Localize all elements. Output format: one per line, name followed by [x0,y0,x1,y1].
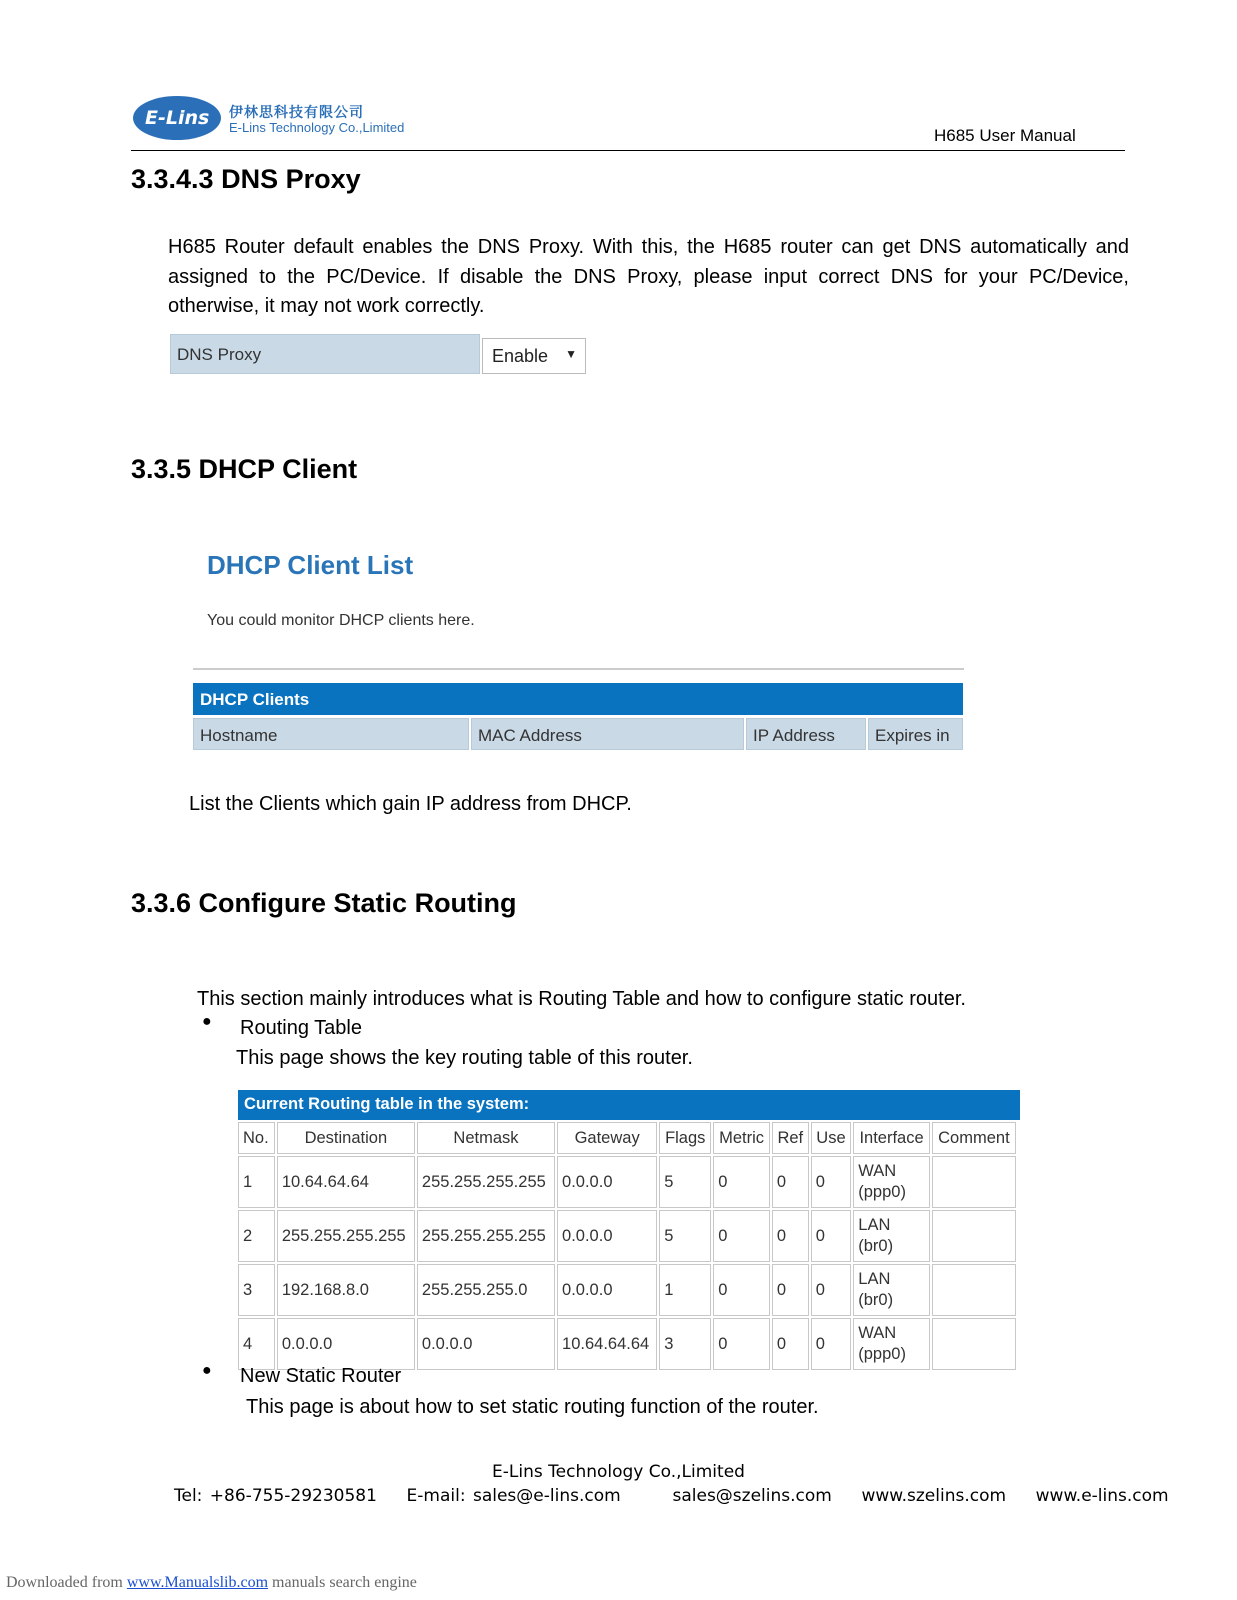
table-cell: 0 [772,1210,809,1262]
table-cell: 192.168.8.0 [277,1264,415,1316]
routing-table [236,1120,1018,1372]
section-heading-dhcp-client: 3.3.5 DHCP Client [131,454,358,484]
dhcp-col-label: IP Address [753,726,835,745]
table-row [238,1156,1016,1208]
col-flags: Flags [659,1122,711,1154]
table-cell: 255.255.255.255 [417,1156,555,1208]
table-row [238,1264,1016,1316]
col-use: Use [811,1122,852,1154]
table-cell: 0 [811,1318,852,1370]
dns-proxy-select[interactable] [482,338,586,374]
dhcp-list-description: You could monitor DHCP clients here. [207,612,475,629]
table-cell: 5 [659,1156,711,1208]
table-cell: 0.0.0.0 [417,1318,555,1370]
download-notice [6,1574,417,1592]
dhcp-col-label: MAC Address [478,726,582,745]
company-logo [133,96,221,140]
dhcp-table-title: DHCP Clients [200,690,310,709]
table-cell: LAN (br0) [853,1264,930,1316]
table-cell: 0 [811,1156,852,1208]
table-cell: 0 [772,1156,809,1208]
table-cell: 3 [659,1318,711,1370]
footer-contact: Tel: +86-755-29230581 E-mail: sales@e-lins.com sales@szelins.com www.szelins.com www.e-lins.com [174,1486,1169,1506]
routing-table-header-row [238,1122,1016,1154]
footer-company: E-Lins Technology Co.,Limited [492,1462,745,1482]
table-cell: WAN (ppp0) [853,1318,930,1370]
bullet-routing-table: Routing Table [240,1017,362,1039]
routing-table-description: This page shows the key routing table of this router. [236,1047,693,1069]
table-cell: 0.0.0.0 [557,1156,657,1208]
manual-title: H685 User Manual [934,126,1076,145]
table-cell: 0 [811,1264,852,1316]
dhcp-divider [193,668,964,670]
table-cell: 0 [713,1318,770,1370]
table-cell: 0 [713,1156,770,1208]
table-cell: 255.255.255.0 [417,1264,555,1316]
new-static-router-description: This page is about how to set static routing function of the router. [246,1396,819,1418]
dhcp-col-mac [471,718,744,750]
col-interface: Interface [853,1122,930,1154]
table-row [238,1210,1016,1262]
table-cell: 0.0.0.0 [557,1210,657,1262]
col-ref: Ref [772,1122,809,1154]
col-comment: Comment [932,1122,1016,1154]
dhcp-col-expires [868,718,963,750]
table-cell [932,1264,1016,1316]
table-cell: 2 [238,1210,275,1262]
table-cell: 1 [238,1156,275,1208]
col-destination: Destination [277,1122,415,1154]
col-gateway: Gateway [557,1122,657,1154]
table-cell: 0.0.0.0 [277,1318,415,1370]
table-cell: LAN (br0) [853,1210,930,1262]
col-no: No. [238,1122,275,1154]
routing-table-title: Current Routing table in the system: [238,1090,1020,1120]
table-cell: WAN (ppp0) [853,1156,930,1208]
dhcp-col-hostname [193,718,469,750]
dhcp-col-label: Hostname [200,726,278,745]
dhcp-table-title-bar [193,683,963,715]
manualslib-link[interactable]: www.Manualslib.com [126,1574,269,1591]
table-cell: 255.255.255.255 [277,1210,415,1262]
dns-proxy-label: DNS Proxy [177,345,262,364]
company-name-en: E-Lins Technology Co.,Limited [229,120,405,135]
table-cell [932,1318,1016,1370]
section-heading-static-routing: 3.3.6 Configure Static Routing [131,888,517,918]
header-divider [131,150,1125,151]
table-cell: 0 [772,1264,809,1316]
dns-proxy-paragraph: H685 Router default enables the DNS Proxy. With this, the H685 router can get DNS automatically and assigned to the PC/Device. If disable the DNS Proxy, please input correct DNS for your PC/Device, otherwise, it may not work correctly. [168,236,1129,317]
download-prefix: Downloaded from [6,1574,127,1591]
table-cell: 0 [713,1210,770,1262]
bullet-new-static-router: New Static Router [240,1365,402,1387]
col-netmask: Netmask [417,1122,555,1154]
dhcp-col-ip [746,718,866,750]
table-cell: 0.0.0.0 [557,1264,657,1316]
dns-proxy-label-cell [170,334,480,374]
table-cell: 10.64.64.64 [557,1318,657,1370]
dns-proxy-selected-value: Enable [492,346,549,366]
bullet-icon: ● [202,1013,212,1030]
table-cell: 4 [238,1318,275,1370]
download-suffix: manuals search engine [268,1574,417,1591]
bullet-icon: ● [202,1362,212,1379]
table-cell [932,1210,1016,1262]
table-cell [932,1156,1016,1208]
table-cell: 5 [659,1210,711,1262]
table-cell: 0 [811,1210,852,1262]
table-cell: 0 [772,1318,809,1370]
table-cell: 3 [238,1264,275,1316]
section-heading-dns-proxy: 3.3.4.3 DNS Proxy [131,164,361,194]
table-cell: 10.64.64.64 [277,1156,415,1208]
col-metric: Metric [713,1122,770,1154]
company-name-cn: 伊林思科技有限公司 [229,104,364,120]
dhcp-caption: List the Clients which gain IP address from DHCP. [189,793,632,815]
table-cell: 255.255.255.255 [417,1210,555,1262]
routing-table-panel [238,1090,1020,1372]
table-cell: 1 [659,1264,711,1316]
dhcp-list-title: DHCP Client List [207,550,414,580]
static-routing-intro: This section mainly introduces what is Routing Table and how to configure static router. [197,988,966,1010]
chevron-down-icon: ▼ [565,347,577,361]
table-cell: 0 [713,1264,770,1316]
dhcp-col-label: Expires in [875,726,950,745]
logo-text: E-Lins [145,107,210,129]
